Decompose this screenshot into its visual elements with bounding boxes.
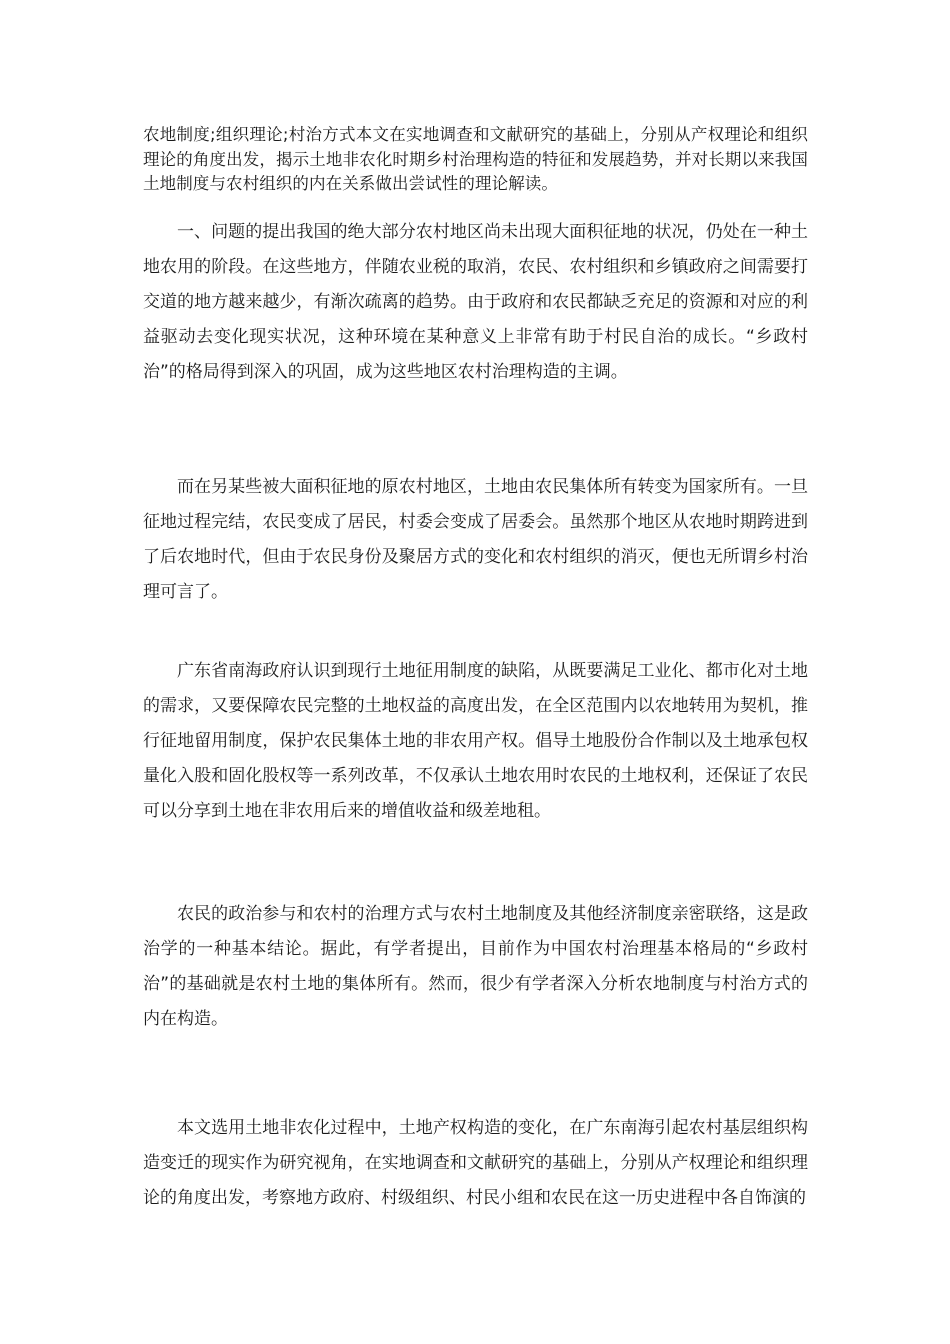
body-paragraph-2: 而在另某些被大面积征地的原农村地区，土地由农民集体所有转变为国家所有。一旦征地过程完结，农民变成了居民，村委会变成了居委会。虽然那个地区从农地时期跨进到了后农地时代，但由于农民身份及聚居方式的变化和农村组织的消灭，便也无所谓乡村治理可言了。 <box>143 477 808 602</box>
body-paragraph-4: 农民的政治参与和农村的治理方式与农村土地制度及其他经济制度亲密联络，这是政治学的一种基本结论。据此，有学者提出，目前作为中国农村治理基本格局的“乡政村治”的基础就是农村土地的集体所有。然而，很少有学者深入分析农地制度与村治方式的内在构造。 <box>143 904 808 1029</box>
lead-paragraph: 农地制度;组织理论;村治方式本文在实地调查和文献研究的基础上，分别从产权理论和组织理论的角度出发，揭示土地非农化时期乡村治理构造的特征和发展趋势，并对长期以来我国土地制度与农村组织的内在关系做出尝试性的理论解读。 <box>143 125 808 193</box>
body-paragraph-5: 本文选用土地非农化过程中，土地产权构造的变化，在广东南海引起农村基层组织构造变迁的现实作为研究视角，在实地调查和文献研究的基础上，分别从产权理论和组织理论的角度出发，考察地方政府、村级组织、村民小组和农民在这一历史进程中各自饰演的 <box>143 1118 808 1208</box>
body-paragraph-3: 广东省南海政府认识到现行土地征用制度的缺陷，从既要满足工业化、都市化对土地的需求，又要保障农民完整的土地权益的高度出发，在全区范围内以农地转用为契机，推行征地留用制度，保护农民集体土地的非农用产权。倡导土地股份合作制以及土地承包权量化入股和固化股权等一系列改革，不仅承认土地农用时农民的土地权利，还保证了农民可以分享到土地在非农用后来的增值收益和级差地租。 <box>143 661 808 821</box>
body-paragraph-1: 一、问题的提出我国的绝大部分农村地区尚未出现大面积征地的状况，仍处在一种土地农用的阶段。在这些地方，伴随农业税的取消，农民、农村组织和乡镇政府之间需要打交道的地方越来越少，有渐次疏离的趋势。由于政府和农民都缺乏充足的资源和对应的利益驱动去变化现实状况，这种环境在某种意义上非常有助于村民自治的成长。“乡政村治”的格局得到深入的巩固，成为这些地区农村治理构造的主调。 <box>143 222 808 382</box>
